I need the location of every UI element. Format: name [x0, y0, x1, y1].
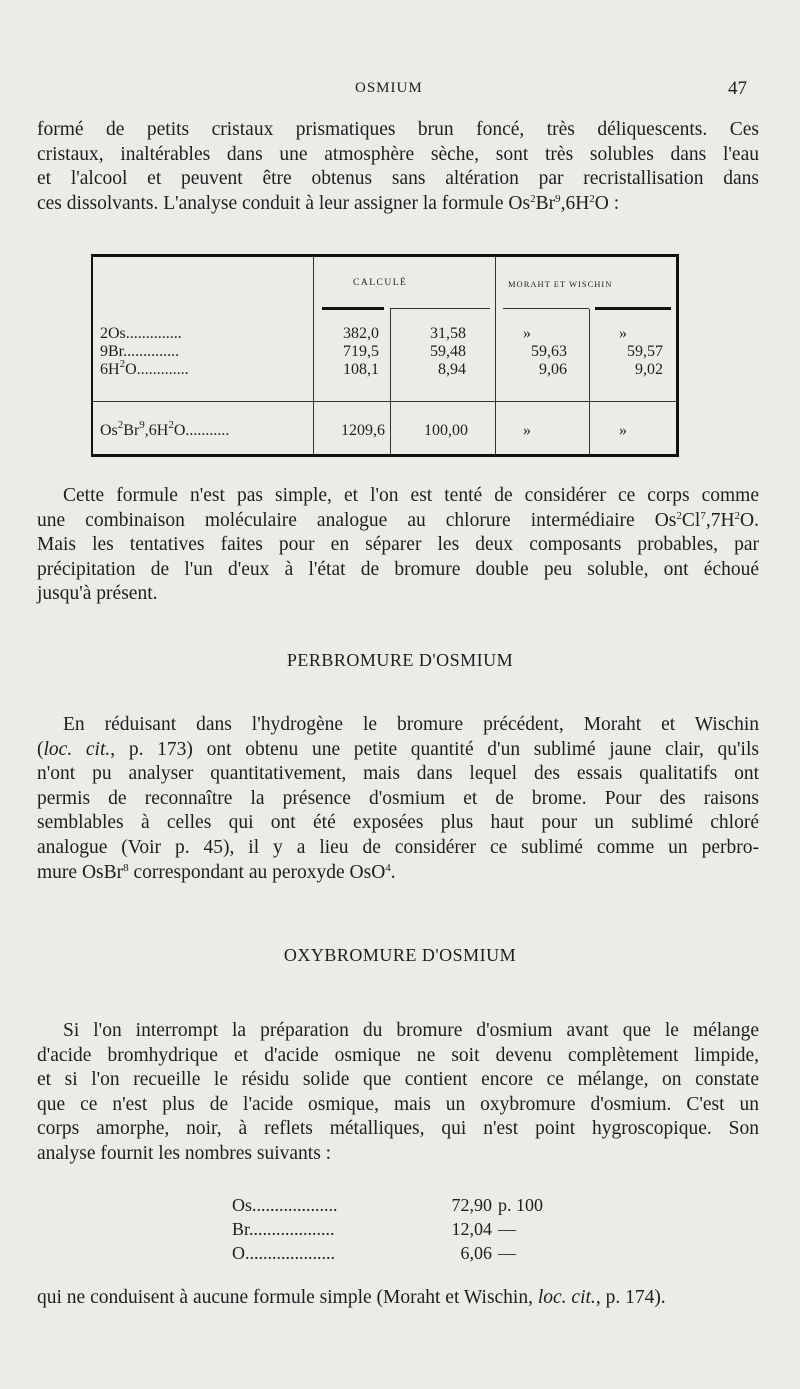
table-cell: 31,58	[430, 325, 466, 342]
table-cell: 1209,6	[341, 422, 385, 439]
paragraph-formula-discussion	[37, 484, 759, 607]
table-divider	[495, 257, 496, 454]
text-line: formé de petits cristaux prismatiques brun foncé, très déliquescents. Ces	[37, 119, 759, 140]
column-rule	[322, 307, 384, 310]
text-line: (loc. cit., p. 173) ont obtenu une petite quantité d'un sublimé jaune clair, qu'ils	[37, 738, 759, 760]
table-divider	[313, 257, 314, 454]
analysis-row: Br................... 12,04 —	[232, 1219, 516, 1239]
paragraph-conclusion	[37, 1286, 759, 1311]
table-row-label: 9Br..............	[100, 343, 180, 360]
table-cell: 8,94	[438, 361, 466, 378]
analysis-row: O.................... 6,06 —	[232, 1243, 516, 1263]
text-line: corps amorphe, noir, à reflets métalliques, qui n'est point hygroscopique. Son	[37, 1118, 759, 1140]
text-line: permis de reconnaître la présence d'osmium et de brome. Pour des raisons	[37, 787, 759, 809]
table-cell: »	[523, 325, 531, 342]
analysis-row: Os................... 72,90 p. 100	[232, 1195, 543, 1215]
table-cell: 719,5	[343, 343, 379, 360]
text-line: En réduisant dans l'hydrogène le bromure précédent, Moraht et Wischin	[63, 714, 759, 735]
text-line: jusqu'à présent.	[37, 583, 158, 605]
text-line: une combinaison moléculaire analogue au chlorure intermédiaire $Os^2Cl^7,7H^2O$.	[37, 509, 759, 531]
table-cell: 59,57	[627, 343, 663, 360]
section-heading-oxybromure: OXYBROMURE D'OSMIUM	[283, 945, 517, 965]
section-heading-perbromure: PERBROMURE D'OSMIUM	[286, 650, 514, 670]
text-line: mure OsBr$^8$ correspondant au peroxyde OsO$^4$.	[37, 861, 396, 883]
analysis-table	[91, 254, 679, 457]
table-cell: 9,02	[635, 361, 663, 378]
table-cell: »	[523, 422, 531, 439]
column-group-calcule: CALCULÉ	[353, 278, 408, 288]
total-rule	[93, 401, 677, 402]
text-line: et l'alcool et peuvent être obtenus sans altération par recristallisation dans	[37, 168, 759, 190]
table-row-label: $6H^2O$.............	[100, 358, 189, 378]
text-line: qui ne conduisent à aucune formule simple (Moraht et Wischin, loc. cit., p. 174).	[37, 1287, 666, 1308]
table-divider	[390, 309, 391, 454]
text-line: ces dissolvants. L'analyse conduit à leur assigner la formule $Os^2Br^9,6H^2O$ :	[37, 192, 620, 214]
column-group-moraht: MORAHT ET WISCHIN	[508, 279, 613, 289]
text-line: précipitation de l'un d'eux à l'état de bromure double peu soluble, ont échoué	[37, 558, 759, 580]
table-cell: 59,48	[430, 343, 466, 360]
table-cell: 108,1	[343, 361, 379, 378]
table-cell: 100,00	[424, 422, 468, 439]
table-row-label: 2Os..............	[100, 325, 182, 342]
table-cell: 9,06	[539, 361, 567, 378]
text-line: analogue (Voir p. 45), il y a lieu de considérer ce sublimé comme un perbro-	[37, 836, 759, 858]
text-line: semblables à celles qui ont été exposées plus haut pour un sublimé chloré	[37, 812, 759, 834]
table-cell: 382,0	[343, 325, 379, 342]
text-line: Si l'on interrompt la préparation du bromure d'osmium avant que le mélange	[63, 1020, 759, 1041]
text-line: n'ont pu analyser quantitativement, mais dans lequel des essais qualitatifs ont	[37, 763, 759, 785]
running-title: OSMIUM	[355, 80, 423, 96]
paragraph-intro	[37, 118, 759, 216]
column-rule	[595, 307, 671, 310]
table-cell: »	[619, 422, 627, 439]
text-line: et si l'on recueille le résidu solide que contient encore ce mélange, on constate	[37, 1069, 759, 1091]
text-line: analyse fournit les nombres suivants :	[37, 1142, 332, 1164]
text-line: Cette formule n'est pas simple, et l'on est tenté de considérer ce corps comme	[63, 485, 759, 506]
paragraph-oxybromure	[37, 1019, 759, 1167]
table-divider	[589, 309, 590, 454]
paragraph-perbromure	[37, 713, 759, 885]
column-rule	[390, 308, 490, 309]
running-head	[0, 80, 800, 104]
text-line: que ce n'est plus de l'acide osmique, mais un oxybromure d'osmium. C'est un	[37, 1093, 759, 1115]
table-cell: 59,63	[531, 343, 567, 360]
text-line: Mais les tentatives faites pour en séparer les deux composants probables, par	[37, 534, 759, 556]
table-total-label: $Os^2Br^9,6H^2O$...........	[100, 419, 230, 439]
text-line: d'acide bromhydrique et d'acide osmique ne soit devenu complètement limpide,	[37, 1044, 759, 1066]
column-rule	[503, 308, 589, 309]
text-line: cristaux, inaltérables dans une atmosphère sèche, sont très solubles dans l'eau	[37, 143, 759, 165]
page-number: 47	[728, 78, 747, 99]
table-cell: »	[619, 325, 627, 342]
